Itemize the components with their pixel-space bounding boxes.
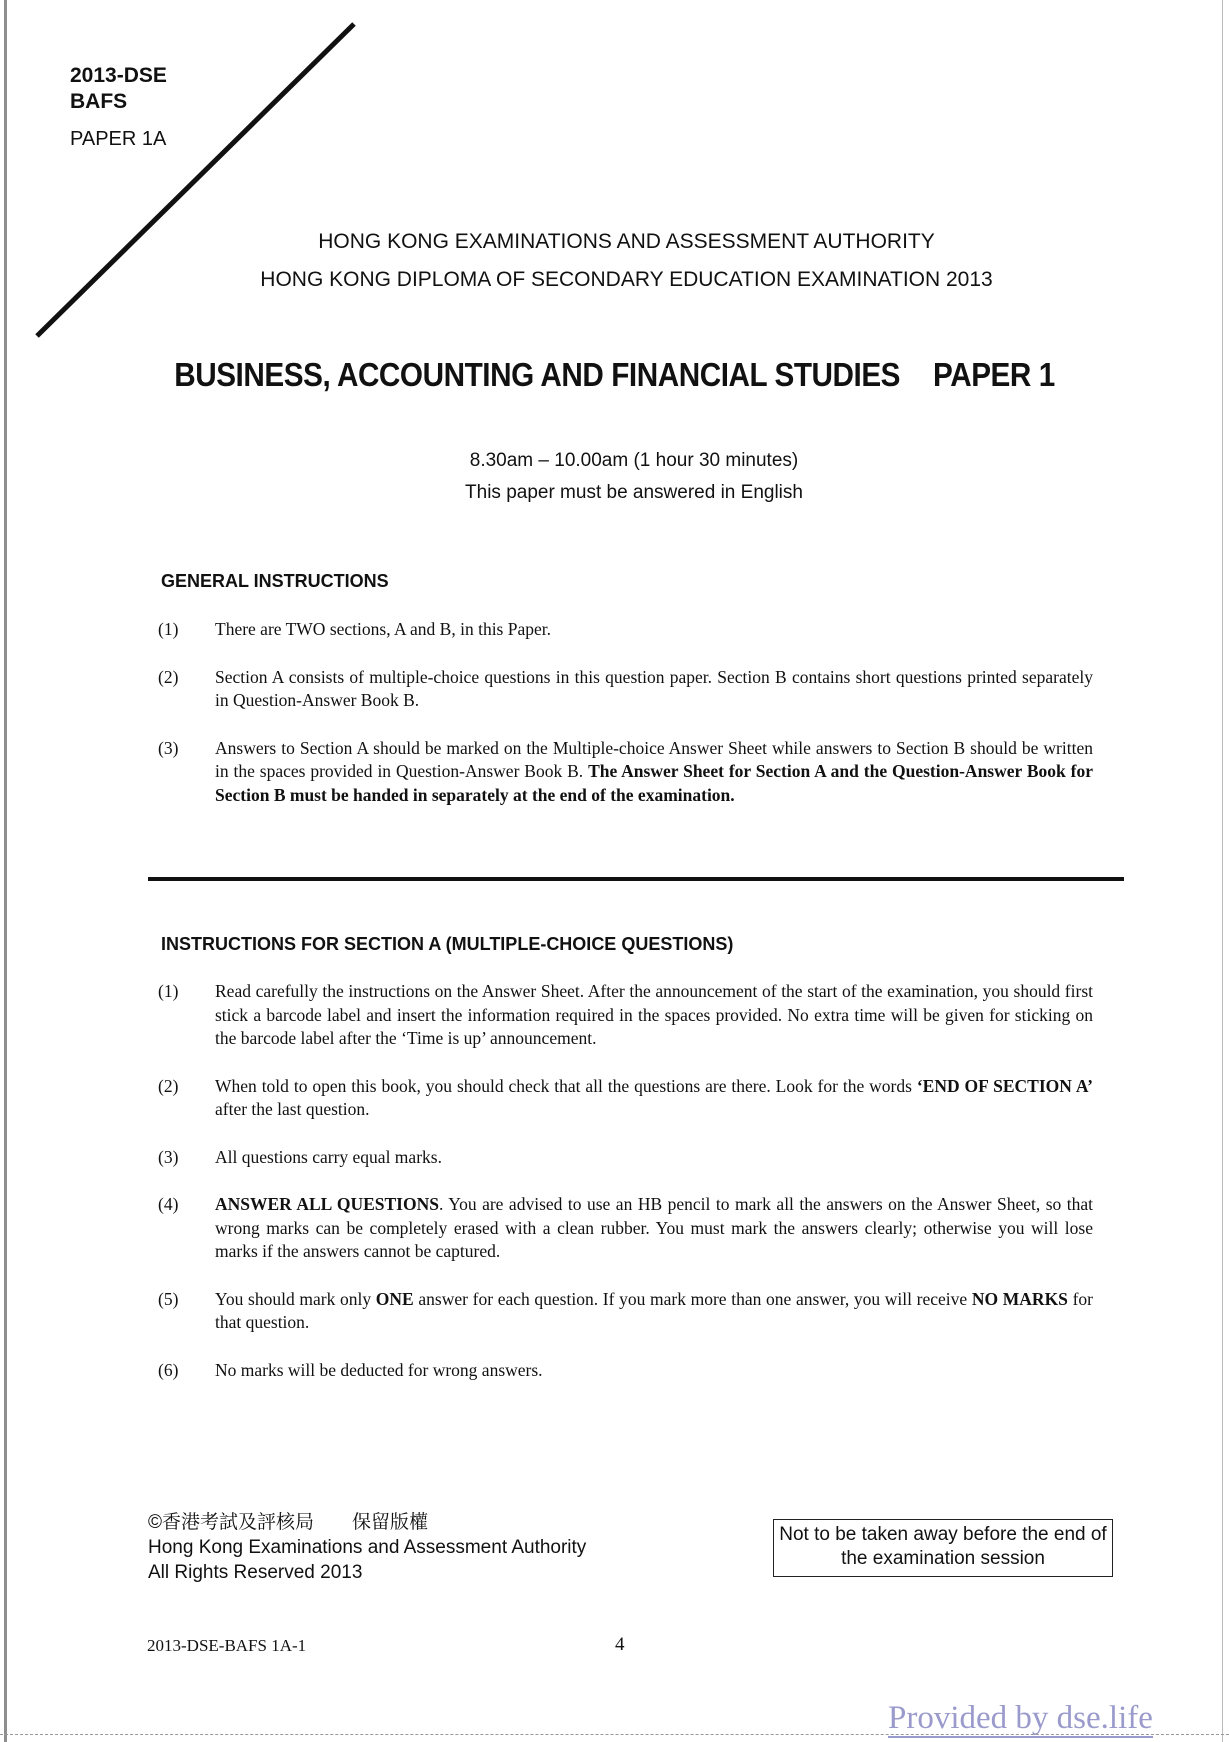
list-item (158, 1359, 1093, 1383)
text-part: . You are advised to use an HB pencil to mark all the answers on the Answer Sheet, so that wrong marks can be completely erased with a clean rubber. You must mark the answers clearly; otherwise you will lose marks if the answers cannot be captured. (215, 1194, 1093, 1261)
copyright-chinese: ©香港考試及評核局 保留版權 (148, 1512, 429, 1533)
text-part: answer for each question. If you mark more than one answer, you will receive (413, 1288, 972, 1309)
text-part: When told to open this book, you should check that all the questions are there. Look for the words (215, 1075, 917, 1096)
item-text (215, 1288, 1093, 1335)
text-part: You should mark only (215, 1288, 376, 1309)
page-title (61, 356, 1167, 394)
item-text: There are TWO sections, A and B, in this Paper. (215, 619, 551, 639)
copyright-english: Hong Kong Examinations and Assessment Authority (148, 1537, 587, 1558)
general-instructions-list (158, 618, 1093, 831)
item-text-normal: Answers to Section A should be marked on the Multiple-choice Answer Sheet while answers to Section B should be written in the spaces provided in Question-Answer Book B. (215, 737, 1093, 781)
text-bold: ONE (375, 1288, 414, 1309)
paper-title: PAPER 1 (933, 356, 1055, 393)
item-text: All questions carry equal marks. (215, 1146, 442, 1167)
language-note: This paper must be answered in English (465, 482, 803, 503)
item-number: (5) (158, 1288, 179, 1309)
item-number: (1) (158, 981, 179, 1001)
list-item (158, 1146, 1093, 1170)
item-text: Read carefully the instructions on the Answer Sheet. After the announcement of the start of the examination, you should first stick a barcode label and insert the information required in the spaces provided. No extra time will be given for sticking on the barcode label after the ‘Time is up’ announcement. (215, 981, 1093, 1048)
general-instructions-heading: GENERAL INSTRUCTIONS (161, 571, 389, 591)
item-number: (3) (158, 737, 179, 758)
item-number: (2) (158, 1075, 179, 1096)
item-number: (2) (158, 666, 179, 687)
list-item (158, 618, 1093, 642)
paper-code: 2013-DSE (70, 64, 167, 87)
item-number: (3) (158, 1146, 179, 1167)
text-part: after the last question. (215, 1099, 370, 1119)
copyright-block (148, 1510, 586, 1585)
scan-edge-right (1222, 0, 1223, 1742)
text-bold: ANSWER ALL QUESTIONS (215, 1194, 439, 1214)
list-item (158, 1193, 1093, 1264)
item-number: (4) (158, 1194, 179, 1214)
text-bold: ‘END OF SECTION A’ (916, 1075, 1093, 1096)
item-number: (6) (158, 1359, 179, 1380)
item-text: Section A consists of multiple-choice questions in this question paper. Section B contains short questions printed separately in Question-Answer Book B. (215, 666, 1093, 710)
item-text (215, 737, 1093, 808)
item-text: No marks will be deducted for wrong answers. (215, 1359, 543, 1380)
item-number: (1) (158, 619, 179, 639)
item-text (215, 1075, 1093, 1122)
scan-bottom-edge (0, 1734, 1229, 1736)
item-text-bold: The Answer Sheet for Section A and the Question-Answer Book for Section B must be handed in separately at the end of the examination. (215, 761, 1094, 805)
rights-reserved: All Rights Reserved 2013 (148, 1562, 363, 1583)
page-number: 4 (615, 1634, 625, 1655)
list-item (158, 1288, 1093, 1335)
section-divider (148, 877, 1124, 881)
item-text (215, 1193, 1093, 1264)
section-a-heading: INSTRUCTIONS FOR SECTION A (MULTIPLE-CHOICE QUESTIONS) (161, 934, 734, 954)
paper-number: PAPER 1A (70, 128, 167, 150)
list-item (158, 980, 1093, 1051)
list-item (158, 1075, 1093, 1122)
exam-time: 8.30am – 10.00am (1 hour 30 minutes) (469, 450, 799, 471)
text-bold: NO MARKS (971, 1288, 1068, 1309)
paper-code-footer: 2013-DSE-BAFS 1A-1 (147, 1636, 307, 1655)
exam-name: HONG KONG DIPLOMA OF SECONDARY EDUCATION EXAMINATION 2013 (260, 268, 993, 291)
subject-title: BUSINESS, ACCOUNTING AND FINANCIAL STUDIES (174, 356, 901, 393)
diagonal-stroke (0, 0, 400, 360)
subject-code: BAFS (70, 90, 128, 113)
list-item (158, 666, 1093, 713)
text-part: for that question. (215, 1288, 1093, 1332)
watermark: Provided by dse.life (888, 1700, 1153, 1736)
list-item (158, 737, 1093, 808)
authority-name: HONG KONG EXAMINATIONS AND ASSESSMENT AUTHORITY (318, 230, 935, 253)
section-a-instructions-list (158, 980, 1093, 1406)
notice-box: Not to be taken away before the end of the examination session (773, 1519, 1113, 1577)
